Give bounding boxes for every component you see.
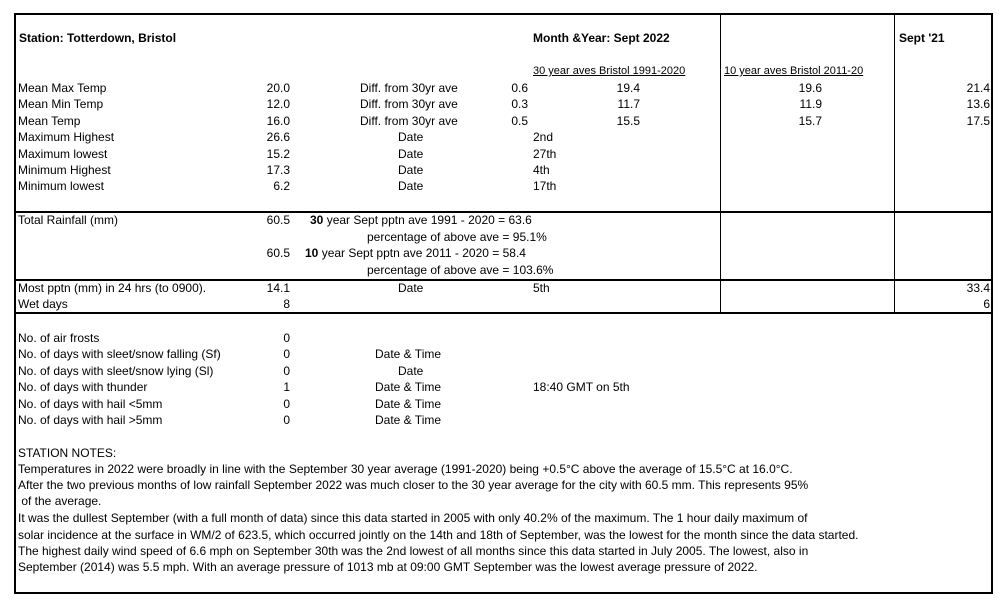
divider-col-10yr <box>720 13 721 313</box>
notes-line: After the two previous months of low rainfall September 2022 was much closer to the 30 year average for the city with 60.5 mm. This represents 95% <box>18 478 809 492</box>
notes-line: The highest daily wind speed of 6.6 mph on September 30th was the 2nd lowest of all months since this data started in July 2005. The lowest, also in <box>18 544 809 558</box>
date-label: Date & Time <box>375 397 442 411</box>
notes-line: of the average. <box>18 494 102 508</box>
row-label: Maximum lowest <box>18 147 108 161</box>
diff-label: Diff. from 30yr ave <box>360 97 458 111</box>
ave30-value: 15.5 <box>616 114 640 128</box>
date-value: 17th <box>533 179 557 193</box>
month-year: Month &Year: Sept 2022 <box>533 31 670 45</box>
ave10-value: 15.7 <box>798 114 822 128</box>
row-label: No. of days with sleet/snow lying (Sl) <box>18 364 214 378</box>
row-value: 6.2 <box>273 179 290 193</box>
wet-days-value: 8 <box>283 297 290 311</box>
row-value: 1 <box>283 380 290 394</box>
row-label: Mean Max Temp <box>18 81 107 95</box>
row-value: 0 <box>283 331 290 345</box>
date-label: Date <box>398 179 424 193</box>
row-label: No. of days with sleet/snow falling (Sf) <box>18 347 221 361</box>
date-value: 27th <box>533 147 557 161</box>
border-left <box>14 13 16 594</box>
date-label: Date <box>398 130 424 144</box>
wet-days-prev: 6 <box>983 297 990 311</box>
row-label: Minimum Highest <box>18 163 111 177</box>
row-value: 16.0 <box>266 114 290 128</box>
date-label: Date <box>398 364 424 378</box>
ave10-value: 11.9 <box>799 97 822 111</box>
date-label: Date & Time <box>375 347 442 361</box>
border-bottom <box>14 592 993 594</box>
row-value: 0 <box>283 397 290 411</box>
rainfall-value: 60.5 <box>266 213 290 227</box>
most-pptn-value: 14.1 <box>266 281 290 295</box>
ave30-prefix: 30 <box>310 213 324 227</box>
ave10-header: 10 year aves Bristol 2011-20 <box>724 65 864 77</box>
prev-year-header: Sept '21 <box>899 31 945 45</box>
row-label: No. of days with hail <5mm <box>18 397 163 411</box>
date-label: Date <box>398 163 424 177</box>
station-title: Station: Totterdown, Bristol <box>19 31 177 45</box>
ave10-value: 19.6 <box>798 81 822 95</box>
row-label: Maximum Highest <box>18 130 115 144</box>
row-label: Mean Min Temp <box>18 97 104 111</box>
divider-days-top <box>14 312 993 314</box>
row-value: 0 <box>283 364 290 378</box>
rainfall-ave10 <box>305 246 526 260</box>
row-value: 26.6 <box>266 130 290 144</box>
ave30-value: 19.4 <box>616 81 640 95</box>
rainfall-pct30: percentage of above ave = 95.1% <box>367 230 547 244</box>
row-label: Minimum lowest <box>18 179 105 193</box>
row-value: 17.3 <box>266 163 290 177</box>
wet-days-label: Wet days <box>18 297 68 311</box>
rainfall-pct10: percentage of above ave = 103.6% <box>367 263 554 277</box>
most-pptn-date-label: Date <box>398 281 424 295</box>
thunder-datetime: 18:40 GMT on 5th <box>533 380 630 394</box>
ave30-value: 11.7 <box>617 97 640 111</box>
diff-value: 0.6 <box>511 81 528 95</box>
row-label: No. of days with hail >5mm <box>18 413 163 427</box>
diff-value: 0.3 <box>511 97 528 111</box>
diff-label: Diff. from 30yr ave <box>360 81 458 95</box>
notes-line: solar incidence at the surface in WM/2 of 623.5, which occurred jointly on the 14th and 18th of September, was the lowest for the month since the data started. <box>18 528 859 542</box>
notes-title: STATION NOTES: <box>18 446 117 460</box>
border-top <box>14 13 993 15</box>
prev-value: 13.6 <box>966 97 990 111</box>
notes-line: September (2014) was 5.5 mph. With an average pressure of 1013 mb at 09:00 GMT September was the lowest average pressure of 2022. <box>18 560 758 574</box>
most-pptn-label: Most pptn (mm) in 24 hrs (to 0900). <box>18 281 207 295</box>
diff-value: 0.5 <box>511 114 528 128</box>
divider-col-prev <box>894 13 895 313</box>
border-right <box>991 13 993 594</box>
ave30-text: year Sept pptn ave 1991 - 2020 = 63.6 <box>323 213 532 227</box>
date-label: Date <box>398 147 424 161</box>
row-value: 20.0 <box>266 81 290 95</box>
row-label: No. of days with thunder <box>18 380 148 394</box>
prev-value: 17.5 <box>966 114 990 128</box>
row-value: 12.0 <box>266 97 290 111</box>
ave10-text: year Sept pptn ave 2011 - 2020 = 58.4 <box>318 246 526 260</box>
most-pptn-prev: 33.4 <box>966 281 990 295</box>
ave30-header: 30 year aves Bristol 1991-2020 <box>533 65 686 77</box>
rainfall-ave30 <box>310 213 532 227</box>
row-value: 15.2 <box>266 147 290 161</box>
notes-line: It was the dullest September (with a full month of data) since this data started in 2005 with only 40.2% of the maximum. The 1 hour daily maximum of <box>18 511 808 525</box>
diff-label: Diff. from 30yr ave <box>360 114 458 128</box>
notes-line: Temperatures in 2022 were broadly in line with the September 30 year average (1991-2020) being +0.5°C above the average of 15.5°C at 16.0°C. <box>18 462 793 476</box>
date-label: Date & Time <box>375 413 442 427</box>
rainfall-value2: 60.5 <box>266 246 290 260</box>
prev-value: 21.4 <box>966 81 990 95</box>
row-value: 0 <box>283 413 290 427</box>
rainfall-label: Total Rainfall (mm) <box>18 213 119 227</box>
row-label: No. of air frosts <box>18 331 100 345</box>
date-label: Date & Time <box>375 380 442 394</box>
date-value: 2nd <box>533 130 554 144</box>
row-label: Mean Temp <box>18 114 81 128</box>
most-pptn-date: 5th <box>533 281 550 295</box>
row-value: 0 <box>283 347 290 361</box>
date-value: 4th <box>533 163 550 177</box>
ave10-prefix: 10 <box>305 246 319 260</box>
